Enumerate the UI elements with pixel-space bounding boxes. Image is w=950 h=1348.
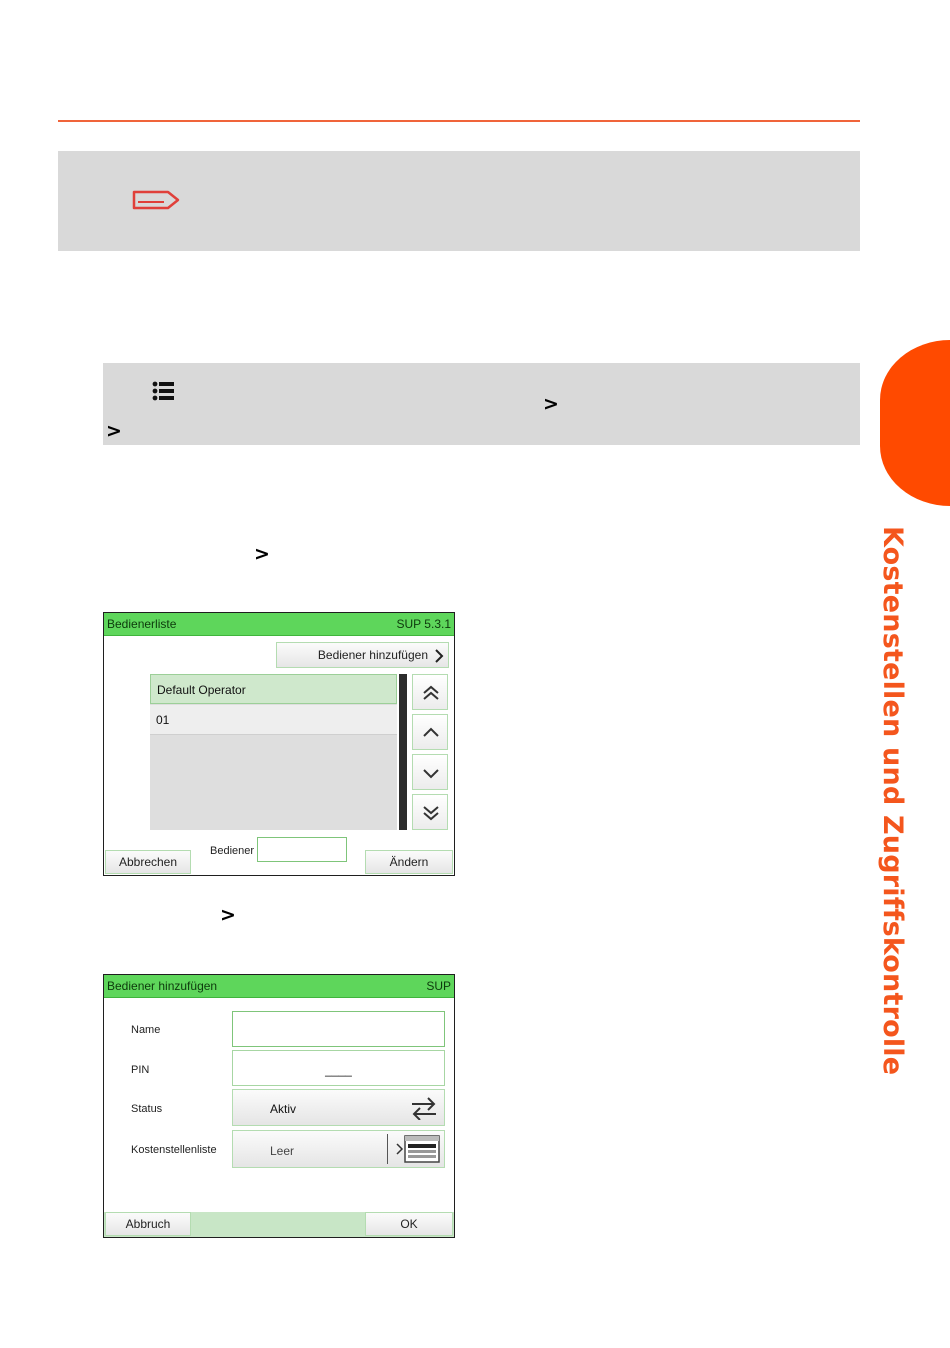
name-label: Name — [131, 1024, 161, 1036]
step-chevron-1: > — [254, 543, 270, 565]
list-item[interactable] — [150, 674, 397, 704]
path-chevron-1: > — [543, 393, 559, 415]
screen-code: SUP 5.3.1 — [396, 617, 451, 631]
operator-list — [150, 674, 397, 830]
abort-button[interactable] — [105, 1212, 191, 1236]
change-label: Ändern — [389, 855, 429, 869]
chevron-right-icon — [434, 648, 444, 664]
path-chevron-2: > — [106, 420, 122, 442]
swap-arrows-icon — [410, 1096, 438, 1120]
costcenter-value: Leer — [270, 1144, 295, 1158]
chevron-up-icon — [422, 724, 440, 742]
double-chevron-down-icon — [422, 804, 440, 822]
status-value: Aktiv — [270, 1102, 297, 1116]
header-rule — [58, 120, 860, 122]
add-operator-label: Bediener hinzufügen — [317, 648, 428, 662]
pin-input-value: ____ — [325, 1063, 352, 1077]
pencil-note-icon — [130, 188, 182, 212]
status-label: Status — [131, 1103, 163, 1115]
costcenter-label: Kostenstellenliste — [131, 1144, 217, 1156]
costcenter-list-select[interactable] — [232, 1130, 445, 1168]
chevron-down-icon — [422, 764, 440, 782]
cancel-button[interactable] — [105, 850, 191, 874]
scroll-up-button[interactable] — [412, 714, 448, 750]
screen-header — [104, 613, 454, 636]
page-down-button[interactable] — [412, 794, 448, 830]
step-chevron-2: > — [220, 904, 236, 926]
list-item-label: Default Operator — [157, 683, 246, 697]
list-select-icon — [389, 1134, 441, 1164]
select-divider — [387, 1134, 388, 1164]
list-item[interactable] — [150, 705, 397, 735]
operator-label: Bediener — [210, 845, 255, 857]
add-operator-screen — [103, 974, 455, 1238]
list-scrollbar[interactable] — [399, 674, 407, 830]
chapter-tab — [880, 340, 950, 506]
status-toggle[interactable] — [232, 1089, 445, 1126]
operator-input[interactable] — [257, 837, 347, 862]
screen-title: Bedienerliste — [107, 617, 177, 631]
screen-code: SUP — [426, 979, 451, 993]
screen-title: Bediener hinzufügen — [107, 979, 218, 993]
name-input[interactable] — [232, 1011, 445, 1047]
screen-header — [104, 975, 454, 998]
add-operator-button[interactable] — [276, 642, 449, 668]
cancel-label: Abbrechen — [118, 855, 178, 869]
operator-list-screen — [103, 612, 455, 876]
change-button[interactable] — [365, 850, 453, 874]
list-item-label: 01 — [156, 713, 170, 727]
abort-label: Abbruch — [125, 1217, 171, 1231]
ok-button[interactable] — [365, 1212, 453, 1236]
page-up-button[interactable] — [412, 674, 448, 710]
pin-input[interactable] — [232, 1050, 445, 1086]
ok-label: OK — [400, 1217, 418, 1231]
navigation-path-box — [103, 363, 860, 445]
scroll-down-button[interactable] — [412, 754, 448, 790]
double-chevron-up-icon — [422, 684, 440, 702]
chapter-title: Kostenstellen und Zugriffskontrolle — [877, 526, 908, 1076]
pin-label: PIN — [131, 1064, 150, 1076]
menu-list-icon — [152, 380, 174, 402]
